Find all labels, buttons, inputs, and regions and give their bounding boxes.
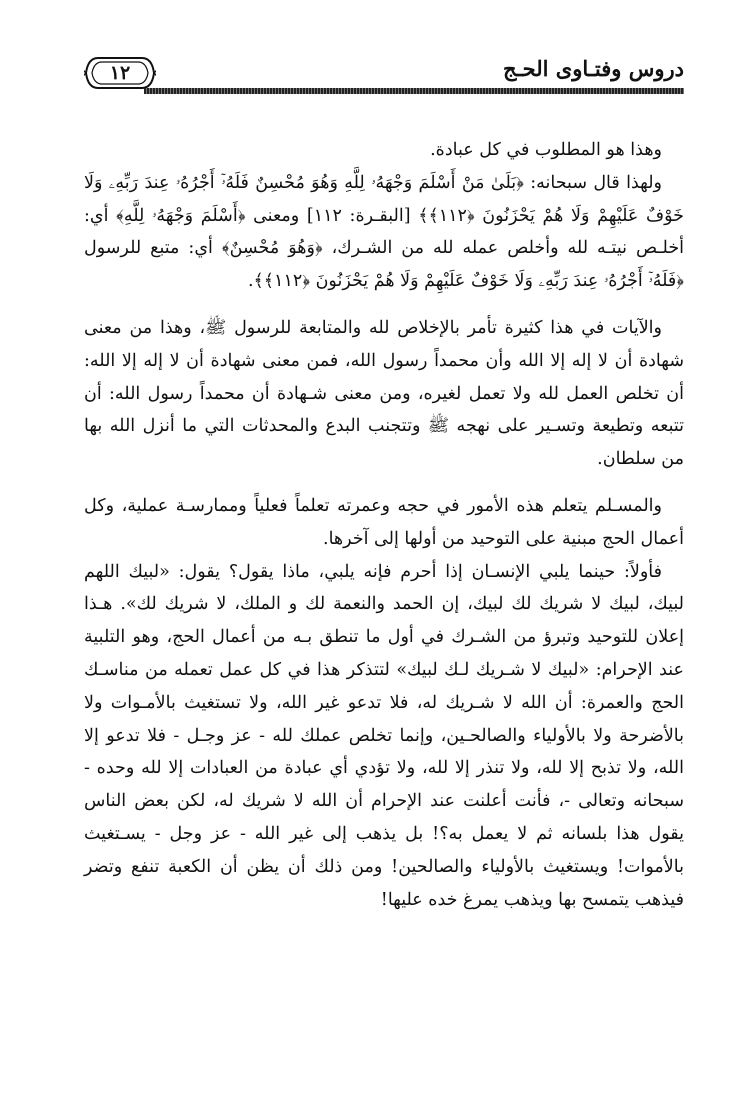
paragraph: ولهذا قال سبحانه: ﴿بَلَىٰ مَنْ أَسْلَمَ وَجْهَهُۥ لِلَّهِ وَهُوَ مُحْسِنٌ فَلَهُۥٓ أَجْرُهُۥ عِندَ رَبِّهِۦ وَلَا خَوْفٌ عَلَيْهِمْ وَلَا هُمْ يَحْزَنُونَ ﴿١١٢﴾﴾ [البقـرة: ١١٢] ومعنى ﴿أَسْلَمَ وَجْهَهُۥ لِلَّهِ﴾ أي: أخلـص نيتـه لله وأخلص عمله لله من الشـرك، ﴿وَهُوَ مُحْسِنٌ﴾ أي: متبع للرسول ﴿فَلَهُۥٓ أَجْرُهُۥ عِندَ رَبِّهِۦ وَلَا خَوْفٌ عَلَيْهِمْ وَلَا هُمْ يَحْزَنُونَ ﴿١١٢﴾﴾. bbox=[84, 172, 684, 292]
paragraph: فأولاً: حينما يلبي الإنسـان إذا أحرم فإنه يلبي، ماذا يقول؟ يقول: «لبيك اللهم لبيك، لبيك لا شريك لك لبيك، إن الحمد والنعمة لك و الملك، لا شريك لك». هـذا إعلان للتوحيد وتبرؤ من الشـرك في أول ما تنطق بـه من أعمال الحج، وهو التلبية عند الإحرام: «لبيك لا شـريك لـك لبيك» لتتذكر هذا في كل عمل تعمله من مناسـك الحج والعمرة: أن الله لا شـريك له، فلا تدعو غير الله، ولا تستغيث بالأمـوات ولا بالأضرحة ولا بالأولياء والصالحـين، وإنما تخلص عملك لله - عز وجـل - فلا تدعو إلا الله، ولا تذبح إلا لله، ولا تنذر إلا لله، ولا تؤدي أي عبادة من العبادات إلا لله وحده - سبحانه وتعالى -، فأنت أعلنت عند الإحرام أن الله لا شريك له، لكن بعض الناس يقول هذا بلسانه ثم لا يعمل به؟! بل يذهب إلى غير الله - عز وجل - يسـتغيث بالأموات! ويستغيث بالأولياء والصالحين! ومن ذلك أن يظن أن الكعبة تنفع وتضر فيذهب يتمسح بها ويذهب يمرغ خده عليها! bbox=[84, 561, 684, 910]
body-text bbox=[84, 134, 684, 916]
page-header bbox=[84, 52, 684, 102]
paragraph: وهذا هو المطلوب في كل عبادة. bbox=[430, 140, 662, 160]
page-number: ١٢ bbox=[109, 62, 131, 84]
book-title: دروس وفتـاوى الحـج bbox=[502, 56, 684, 81]
paragraph: والآيات في هذا كثيرة تأمر بالإخلاص لله والمتابعة للرسول ﷺ، وهذا من معنى شهادة أن لا إله إلا الله وأن محمداً رسول الله، فمن معنى شهادة أن لا إله إلا الله: أن تخلص العمل لله ولا تعمل لغيره، ومن معنى شـهادة أن محمداً رسول الله: أن تتبعه وتطيعة وتسـير على نهجه ﷺ وتتجنب البدع والمحدثات التي ما أنزل الله بها من سلطان. bbox=[84, 317, 684, 470]
header-rule bbox=[144, 88, 684, 94]
paragraph: والمسـلم يتعلم هذه الأمور في حجه وعمرته تعلماً فعلياً وممارسـة عملية، وكل أعمال الحج مبنية على التوحيد من أولها إلى آخرها. bbox=[84, 495, 684, 549]
